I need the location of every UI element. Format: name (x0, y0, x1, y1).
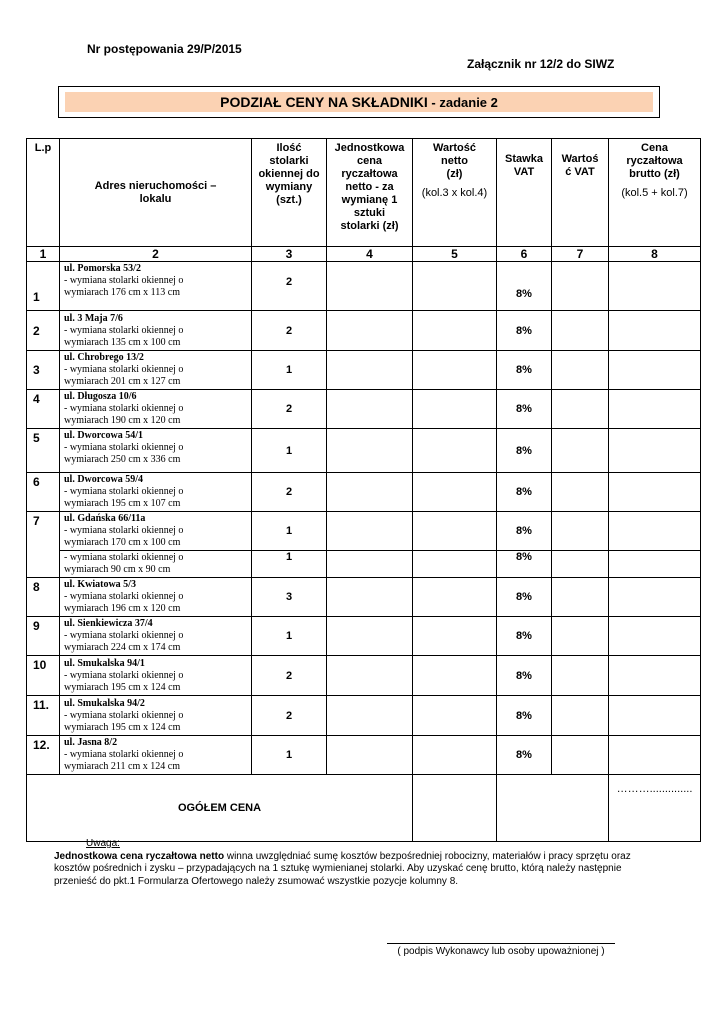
row-dims: wymiarach 196 cm x 120 cm (64, 603, 181, 614)
table-row (27, 512, 701, 551)
table-row (27, 551, 701, 578)
row-desc: - wymiana stolarki okiennej o (64, 486, 184, 497)
col-header-address: Adres nieruchomości – lokalu (60, 139, 252, 247)
row-desc: - wymiana stolarki okiennej o (64, 275, 184, 286)
row-street: ul. Długosza 10/6 (64, 391, 137, 402)
row-lp: 8 (27, 578, 60, 617)
row-qty: 1 (252, 351, 327, 390)
row-vat-rate: 8% (497, 512, 552, 551)
row-lp: 7 (27, 512, 60, 578)
row-net-value (413, 736, 497, 775)
row-street: ul. Smukalska 94/2 (64, 697, 145, 709)
row-vat-rate: 8% (497, 696, 552, 736)
row-vat-rate: 8% (497, 351, 552, 390)
row-street: ul. 3 Maja 7/6 (64, 312, 123, 324)
row-unit-price (327, 473, 413, 512)
row-dims: wymiarach 195 cm x 124 cm (64, 721, 181, 733)
col-header-vat-value: Wartość VAT (552, 139, 609, 247)
row-vat-rate: 8% (497, 262, 552, 311)
row-lp: 3 (27, 351, 60, 390)
row-dims: wymiarach 135 cm x 100 cm (64, 336, 181, 348)
row-net-value (413, 617, 497, 656)
row-street: ul. Dworcowa 54/1 (64, 430, 143, 441)
row-unit-price (327, 390, 413, 429)
row-gross (609, 390, 701, 429)
row-gross (609, 351, 701, 390)
row-address (60, 262, 252, 311)
row-unit-price (327, 551, 413, 578)
row-gross (609, 311, 701, 351)
table-row (27, 473, 701, 512)
total-label: OGÓŁEM CENA (27, 775, 413, 842)
col-header-vat-rate: Stawka VAT (497, 139, 552, 247)
table-row (27, 351, 701, 390)
row-address (60, 311, 252, 351)
annex-label: Załącznik nr 12/2 do SIWZ (467, 57, 615, 71)
row-unit-price (327, 262, 413, 311)
col-number: 1 (27, 247, 60, 262)
col-number: 5 (413, 247, 497, 262)
row-address (60, 473, 252, 512)
row-unit-price (327, 512, 413, 551)
title-suffix: - zadanie 2 (427, 95, 498, 110)
table-row (27, 311, 701, 351)
total-net-value (413, 775, 497, 842)
row-qty: 1 (252, 551, 327, 578)
col-number: 4 (327, 247, 413, 262)
row-dims: wymiarach 195 cm x 124 cm (64, 681, 181, 693)
row-dims: wymiarach 176 cm x 113 cm (64, 287, 180, 298)
row-street: ul. Jasna 8/2 (64, 737, 118, 748)
row-net-value (413, 512, 497, 551)
col-number: 3 (252, 247, 327, 262)
row-street: ul. Chrobrego 13/2 (64, 352, 144, 363)
price-breakdown-table (26, 138, 701, 842)
total-gross-placeholder: ……….............. (609, 775, 701, 842)
row-desc: - wymiana stolarki okiennej o (64, 591, 184, 602)
signature-caption: ( podpis Wykonawcy lub osoby upoważnionej ) (397, 946, 605, 957)
row-desc: - wymiana stolarki okiennej o (64, 324, 184, 336)
row-address (60, 390, 252, 429)
table-row (27, 578, 701, 617)
note-text: winna uwzględniać sumę kosztów bezpośredniej robocizny, materiałów i pracy sprzętu oraz kosztów pośrednich i zysku – przypadających na 1 sztukę wymienianej stolarki. Aby uzyskać cenę brutto, którą należy następnie przenieść do pkt.1 Formularza Ofertowego należy zsumować wszystkie pozycje kolumny 8. (54, 850, 631, 887)
row-desc: - wymiana stolarki okiennej o (64, 749, 184, 760)
row-street: ul. Kwiatowa 5/3 (64, 579, 136, 590)
row-gross (609, 262, 701, 311)
row-gross (609, 696, 701, 736)
row-desc: - wymiana stolarki okiennej o (64, 709, 184, 721)
row-vat-rate: 8% (497, 311, 552, 351)
col-header-unit-price: Jednostkowa cena ryczałtowa netto - za wymianę 1 sztuki stolarki (zł) (327, 139, 413, 247)
row-address (60, 736, 252, 775)
col-header-net-value (413, 139, 497, 247)
row-qty: 1 (252, 429, 327, 473)
col-number: 2 (60, 247, 252, 262)
row-net-value (413, 656, 497, 696)
procedure-number: Nr postępowania 29/P/2015 (87, 42, 242, 56)
table-row (27, 429, 701, 473)
row-street: ul. Gdańska 66/11a (64, 513, 146, 524)
row-street: ul. Pomorska 53/2 (64, 263, 141, 274)
row-lp: 1 (27, 262, 60, 311)
gross-formula: (kol.5 + kol.7) (621, 187, 688, 199)
title-frame (58, 86, 660, 118)
row-qty: 1 (252, 736, 327, 775)
row-address (60, 512, 252, 551)
col-header-qty: Ilość stolarki okiennej do wymiany (szt.) (252, 139, 327, 247)
row-unit-price (327, 429, 413, 473)
row-desc: - wymiana stolarki okiennej o (64, 403, 184, 414)
row-net-value (413, 429, 497, 473)
document-title (65, 92, 653, 112)
row-qty: 1 (252, 512, 327, 551)
row-vat-value (552, 578, 609, 617)
row-lp: 4 (27, 390, 60, 429)
row-dims: wymiarach 211 cm x 124 cm (64, 761, 180, 772)
row-gross (609, 617, 701, 656)
row-desc: - wymiana stolarki okiennej o (64, 552, 184, 563)
row-vat-value (552, 262, 609, 311)
row-qty: 2 (252, 262, 327, 311)
row-net-value (413, 696, 497, 736)
row-unit-price (327, 736, 413, 775)
row-gross (609, 512, 701, 551)
row-vat-value (552, 473, 609, 512)
col-number: 7 (552, 247, 609, 262)
row-unit-price (327, 311, 413, 351)
row-qty: 2 (252, 696, 327, 736)
row-lp: 9 (27, 617, 60, 656)
net-value-label: Wartość netto (zł) (433, 142, 476, 180)
row-dims: wymiarach 195 cm x 107 cm (64, 498, 181, 509)
total-vat (497, 775, 609, 842)
row-street: ul. Sienkiewicza 37/4 (64, 618, 153, 629)
row-lp: 10 (27, 656, 60, 696)
header-row (27, 139, 701, 247)
row-lp: 6 (27, 473, 60, 512)
row-vat-rate: 8% (497, 578, 552, 617)
row-address (60, 656, 252, 696)
row-net-value (413, 551, 497, 578)
row-dims: wymiarach 190 cm x 120 cm (64, 415, 181, 426)
row-vat-value (552, 617, 609, 656)
note-title: Uwaga: (86, 838, 120, 849)
row-lp: 2 (27, 311, 60, 351)
row-net-value (413, 262, 497, 311)
row-gross (609, 473, 701, 512)
table-row (27, 656, 701, 696)
row-address (60, 429, 252, 473)
row-address (60, 617, 252, 656)
row-net-value (413, 473, 497, 512)
row-vat-value (552, 311, 609, 351)
net-value-formula: (kol.3 x kol.4) (421, 187, 488, 199)
row-qty: 3 (252, 578, 327, 617)
table-row (27, 262, 701, 311)
row-qty: 2 (252, 656, 327, 696)
row-vat-rate: 8% (497, 617, 552, 656)
column-number-row (27, 247, 701, 262)
row-dims: wymiarach 90 cm x 90 cm (64, 564, 171, 575)
row-lp: 11. (27, 696, 60, 736)
row-unit-price (327, 351, 413, 390)
row-vat-rate: 8% (497, 473, 552, 512)
gross-label: Cena ryczałtowa brutto (zł) (626, 142, 683, 180)
row-desc: - wymiana stolarki okiennej o (64, 442, 184, 453)
title-main: PODZIAŁ CENY NA SKŁADNIKI (220, 94, 428, 110)
row-lp: 5 (27, 429, 60, 473)
row-vat-rate: 8% (497, 656, 552, 696)
row-net-value (413, 311, 497, 351)
row-gross (609, 429, 701, 473)
row-net-value (413, 351, 497, 390)
row-desc: - wymiana stolarki okiennej o (64, 669, 184, 681)
row-lp: 12. (27, 736, 60, 775)
table-row (27, 736, 701, 775)
row-dims: wymiarach 170 cm x 100 cm (64, 537, 181, 548)
row-qty: 1 (252, 617, 327, 656)
row-gross (609, 578, 701, 617)
row-qty: 2 (252, 311, 327, 351)
row-unit-price (327, 696, 413, 736)
row-unit-price (327, 656, 413, 696)
col-number: 6 (497, 247, 552, 262)
table-row (27, 696, 701, 736)
row-vat-rate: 8% (497, 429, 552, 473)
table-row (27, 617, 701, 656)
row-gross (609, 656, 701, 696)
row-address (60, 696, 252, 736)
row-dims: wymiarach 250 cm x 336 cm (64, 454, 181, 465)
row-vat-value (552, 390, 609, 429)
row-address (60, 551, 252, 578)
note-bold-lead: Jednostkowa cena ryczałtowa netto (54, 850, 225, 862)
row-qty: 2 (252, 473, 327, 512)
row-gross (609, 736, 701, 775)
col-header-gross (609, 139, 701, 247)
row-street: ul. Dworcowa 59/4 (64, 474, 143, 485)
col-header-lp: L.p (27, 139, 60, 247)
row-qty: 2 (252, 390, 327, 429)
row-vat-value (552, 656, 609, 696)
row-unit-price (327, 617, 413, 656)
row-vat-value (552, 351, 609, 390)
row-address (60, 351, 252, 390)
row-vat-rate: 8% (497, 551, 552, 578)
row-dims: wymiarach 201 cm x 127 cm (64, 376, 181, 387)
table-row (27, 390, 701, 429)
row-unit-price (327, 578, 413, 617)
row-desc: - wymiana stolarki okiennej o (64, 525, 184, 536)
row-vat-value (552, 736, 609, 775)
row-vat-value (552, 551, 609, 578)
signature-line (387, 943, 615, 944)
row-vat-value (552, 512, 609, 551)
row-vat-value (552, 429, 609, 473)
row-net-value (413, 390, 497, 429)
total-row (27, 775, 701, 842)
row-desc: - wymiana stolarki okiennej o (64, 630, 184, 641)
row-vat-rate: 8% (497, 736, 552, 775)
row-dims: wymiarach 224 cm x 174 cm (64, 642, 181, 653)
note (54, 838, 654, 888)
row-vat-value (552, 696, 609, 736)
col-number: 8 (609, 247, 701, 262)
row-net-value (413, 578, 497, 617)
row-gross (609, 551, 701, 578)
row-address (60, 578, 252, 617)
row-vat-rate: 8% (497, 390, 552, 429)
row-desc: - wymiana stolarki okiennej o (64, 364, 184, 375)
row-street: ul. Smukalska 94/1 (64, 657, 145, 669)
